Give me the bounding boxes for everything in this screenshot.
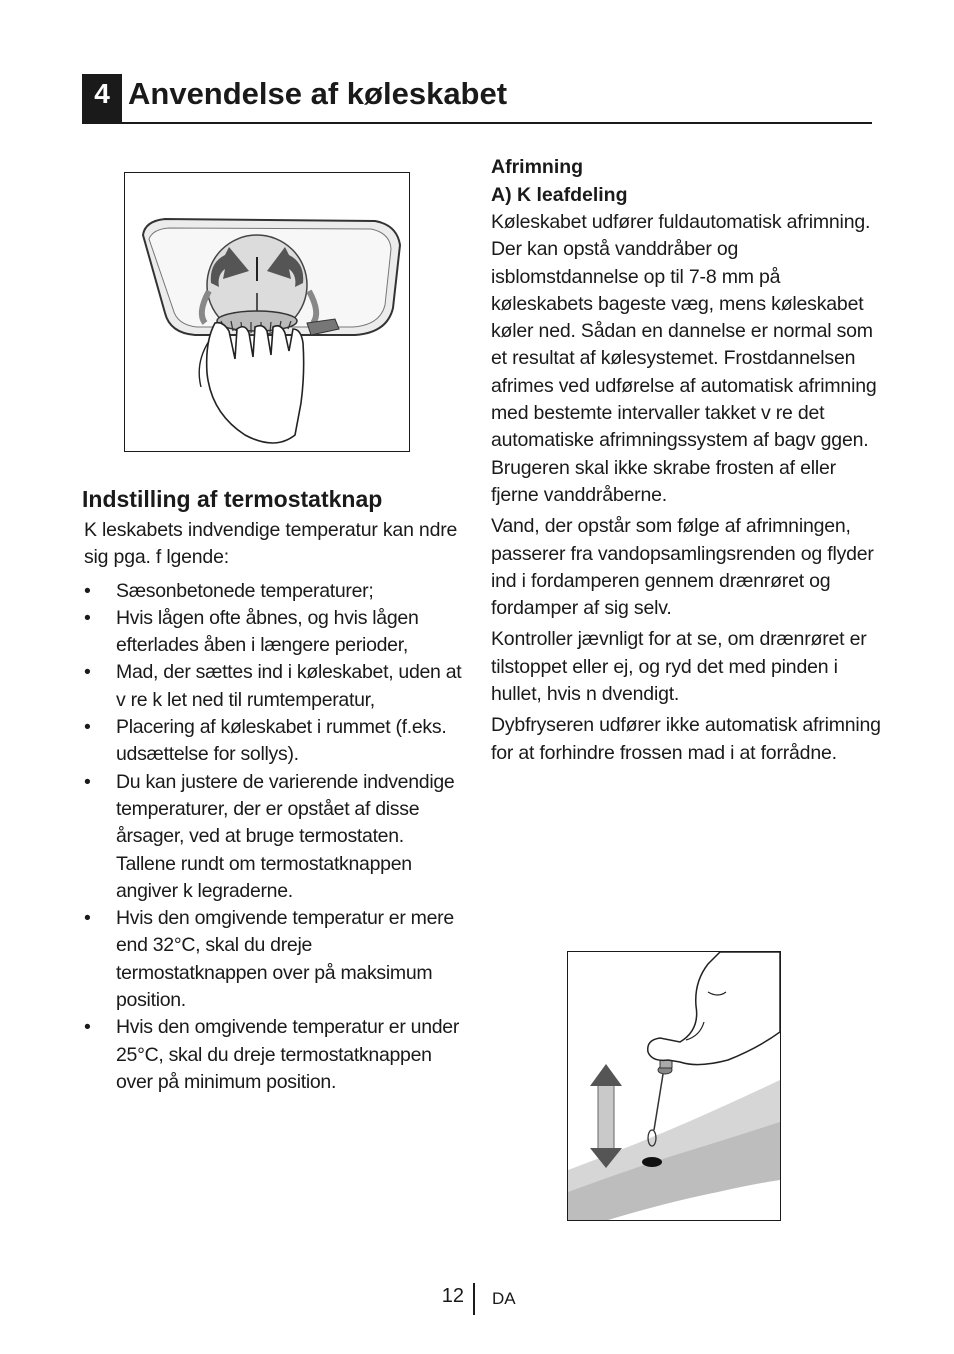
bullet-icon: • [84,770,91,793]
list-item: • Du kan justere de varierende indvendige temperaturer, der er opstået af disse årsager, ved at bruge termostaten. Tallene rundt om termostatknappen angiver k legraderne. [84,770,455,902]
defrosting-section [491,153,881,771]
page-footer [0,1283,954,1315]
bullet-icon: • [84,716,91,739]
list-item: • Placering af køleskabet i rummet (f.eks. udsættelse for sollys). [84,716,447,766]
footer-divider [473,1283,475,1315]
list-item: • Hvis lågen ofte åbnes, og hvis lågen efterlades åben i længere perioder, [84,606,419,657]
list-item: • Sæsonbetonede temperaturer; [82,578,462,605]
list-item: • Mad, der sættes ind i køleskabet, uden at v re k let ned til rumtemperatur, [84,661,462,711]
defrost-paragraph: Dybfryseren udfører ikke automatisk afrimning for at forhindre frossen mad i at forrådne. [491,714,881,764]
bullet-icon: • [84,606,91,629]
defrost-paragraph: Vand, der opstår som følge af afrimningen, passerer fra vandopsamlingsrenden og flyder ind i fordamperen gennem drænrøret og fordamper af sig selv. [491,515,874,620]
bullet-icon: • [84,907,91,930]
chapter-header [82,74,872,124]
thermostat-knob-illustration [124,172,410,452]
section-heading-defrosting: Afrimning [491,156,584,178]
list-item: • Hvis den omgivende temperatur er mere end 32°C, skal du dreje termostatknappen over på maksimum position. [84,907,454,1012]
defrost-paragraph: Kontroller jævnligt for at se, om drænrøret er tilstoppet eller ej, og ryd det med pinden i hullet, hvis n dvendigt. [491,628,867,706]
bullet-icon: • [84,579,91,602]
language-code: DA [492,1289,516,1308]
bullet-icon: • [84,661,91,684]
chapter-title: Anvendelse af køleskabet [128,76,508,111]
drain-cleaning-icon [568,952,780,1220]
subheading-fridge-compartment: A) K leafdeling [491,184,628,206]
thermostat-intro: K leskabets indvendige temperatur kan ndre sig pga. f lgende: [84,519,458,569]
section-heading-thermostat: Indstilling af termostatknap [82,486,383,512]
drain-hole-cleaning-illustration [567,951,781,1221]
bullet-icon: • [84,1016,91,1039]
thermostat-section [82,483,462,1096]
chapter-number: 4 [82,74,122,122]
thermostat-knob-icon [125,173,409,451]
defrost-paragraph: Køleskabet udfører fuldautomatisk afrimning. Der kan opstå vanddråber og isblomstdannelse op til 7-8 mm på køleskabets bageste væg, mens køleskabet køler ned. Sådan en dannelse er normal som et resultat af kølesystemet. Frostdannelsen afrimes ved udførelse af automatisk afrimning med bestemte intervaller takket v re det automatiske afrimningssystem af bagv ggen. Brugeren skal ikke skrabe frosten af eller fjerne vanddråberne. [491,211,877,506]
page-number: 12 [441,1285,464,1307]
list-item: • Hvis den omgivende temperatur er under 25°C, skal du dreje termostatknappen over på minimum position. [84,1016,460,1093]
temperature-factors-list [82,578,462,1097]
